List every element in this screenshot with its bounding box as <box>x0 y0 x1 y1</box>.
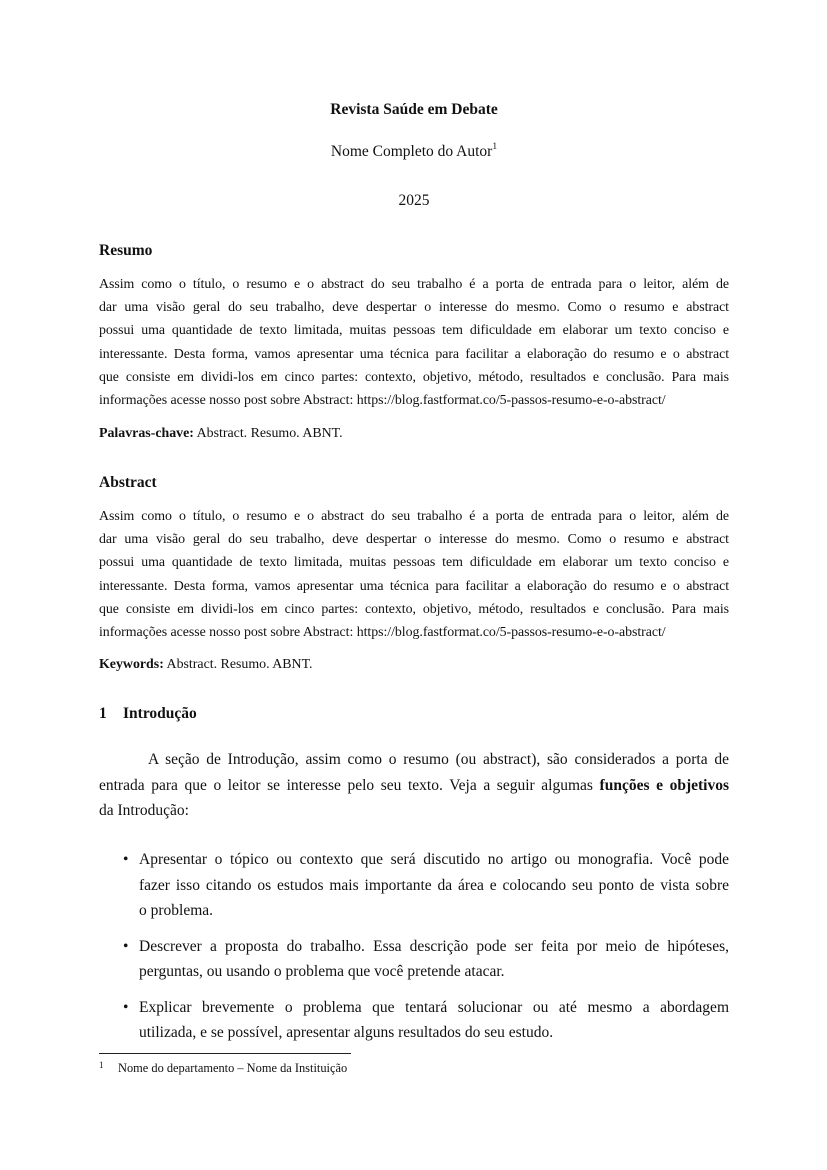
publication-year: 2025 <box>398 192 430 209</box>
bullet-icon: • <box>123 937 129 955</box>
list-item <box>99 934 729 985</box>
abstract-keywords-label: Keywords: <box>99 657 164 672</box>
abstract-heading: Abstract <box>99 474 157 491</box>
intro-bullet-list <box>99 847 729 1056</box>
abstract-line: que consiste em dividi-los em cinco partes: contexto, objetivo, método, resultados e conclusão. Para mais <box>99 601 729 617</box>
resumo-keywords <box>99 424 343 444</box>
section-number: 1 <box>99 705 107 722</box>
intro-line-text: entrada para que o leitor se interesse pelo seu texto. Veja a seguir algumas <box>99 776 600 794</box>
abstract-keywords-values: Abstract. Resumo. ABNT. <box>166 657 313 672</box>
intro-line: da Introdução: <box>99 802 189 819</box>
intro-bold-phrase: funções e objetivos <box>599 776 729 794</box>
abstract-line: interessante. Desta forma, vamos apresentar uma técnica para facilitar a elaboração do resumo e o abstract <box>99 578 729 594</box>
section-title: Introdução <box>123 705 197 722</box>
resumo-text <box>99 273 729 412</box>
abstract-text <box>99 505 729 644</box>
abstract-line: dar uma visão geral do seu trabalho, deve despertar o interesse do mesmo. Como o resumo e abstract <box>99 532 729 548</box>
footnote <box>99 1057 347 1076</box>
intro-paragraph <box>99 747 729 824</box>
footnote-rule <box>99 1053 351 1054</box>
abstract-keywords <box>99 655 313 675</box>
journal-title: Revista Saúde em Debate <box>330 101 498 118</box>
abstract-line: informações acesse nosso post sobre Abstract: https://blog.fastformat.co/5-passos-resumo-e-o-abstract/ <box>99 625 666 641</box>
resumo-line: que consiste em dividi-los em cinco partes: contexto, objetivo, método, resultados e conclusão. Para mais <box>99 369 729 385</box>
resumo-line: Assim como o título, o resumo e o abstract do seu trabalho é a porta de entrada para o leitor, além de <box>99 277 729 292</box>
list-item-line: Apresentar o tópico ou contexto que será discutido no artigo ou monografia. Você pode <box>139 851 729 868</box>
list-item-line: Descrever a proposta do trabalho. Essa descrição pode ser feita por meio de hipóteses, <box>139 937 729 955</box>
list-item <box>99 995 729 1046</box>
list-item <box>99 847 729 924</box>
list-item-line: Explicar brevemente o problema que tentará solucionar ou até mesmo a abordagem <box>139 998 729 1016</box>
footnote-mark: 1 <box>99 1060 104 1070</box>
author-name: Nome Completo do Autor <box>330 143 493 160</box>
bullet-icon: • <box>123 851 129 868</box>
list-item-line: utilizada, e se possível, apresentar alguns resultados do seu estudo. <box>139 1024 554 1041</box>
abstract-line: Assim como o título, o resumo e o abstract do seu trabalho é a porta de entrada para o leitor, além de <box>99 509 729 524</box>
resumo-line: informações acesse nosso post sobre Abstract: https://blog.fastformat.co/5-passos-resumo-e-o-abstract/ <box>99 393 666 409</box>
resumo-line: interessante. Desta forma, vamos apresentar uma técnica para facilitar a elaboração do resumo e o abstract <box>99 346 729 362</box>
intro-line <box>99 773 729 799</box>
bullet-icon: • <box>123 998 129 1016</box>
resumo-keywords-label: Palavras-chave: <box>99 426 194 441</box>
resumo-heading: Resumo <box>99 242 153 259</box>
resumo-line: dar uma visão geral do seu trabalho, deve despertar o interesse do mesmo. Como o resumo e abstract <box>99 300 729 316</box>
author-footnote-mark: 1 <box>492 142 498 152</box>
intro-line: A seção de Introdução, assim como o resumo (ou abstract), são considerados a porta de <box>148 751 729 768</box>
list-item-line: fazer isso citando os estudos mais importante da área e colocando seu ponto de vista sobre <box>139 876 729 894</box>
author-line <box>99 142 729 162</box>
section-heading-introducao <box>99 704 197 724</box>
list-item-line: perguntas, ou usando o problema que você pretende atacar. <box>139 963 505 980</box>
resumo-keywords-values: Abstract. Resumo. ABNT. <box>196 426 343 441</box>
footnote-text: Nome do departamento – Nome da Instituição <box>118 1061 348 1075</box>
abstract-line: possui uma quantidade de texto limitada, muitas pessoas tem dificuldade em elaborar um texto conciso e <box>99 555 729 571</box>
resumo-line: possui uma quantidade de texto limitada, muitas pessoas tem dificuldade em elaborar um texto conciso e <box>99 323 729 339</box>
list-item-line: o problema. <box>139 902 214 919</box>
